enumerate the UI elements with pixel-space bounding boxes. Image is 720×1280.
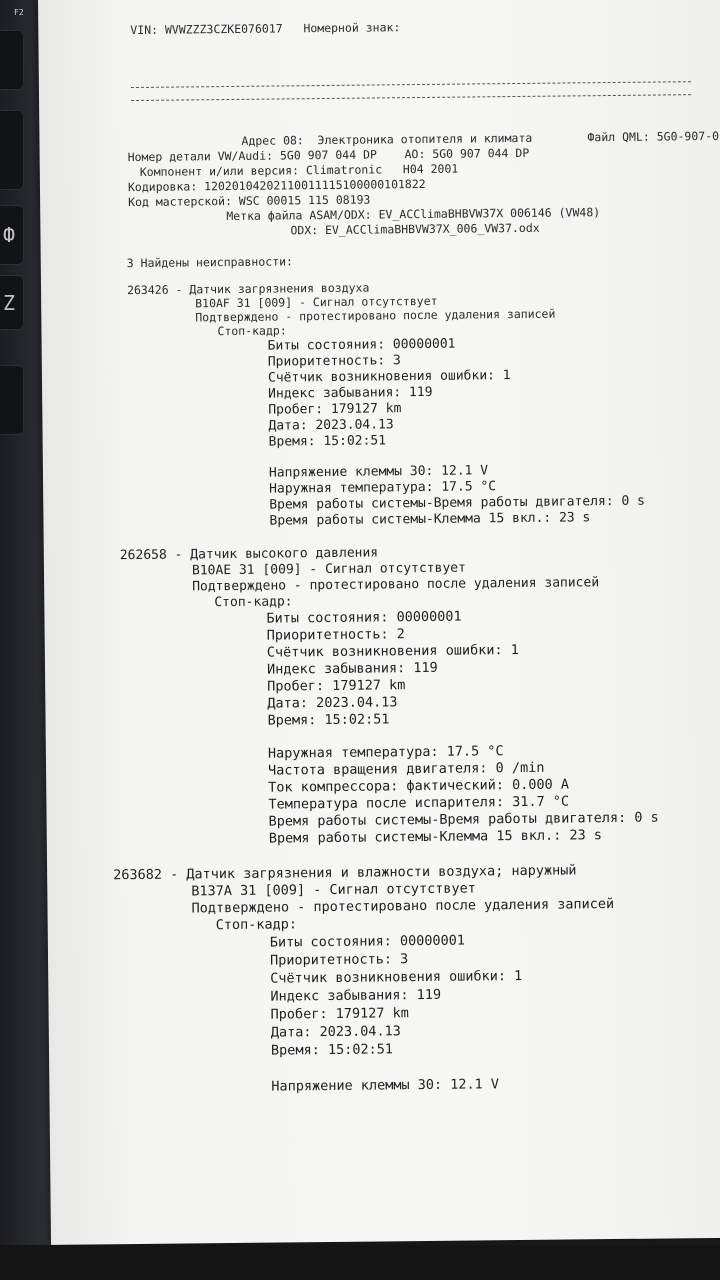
fault-detail: Дата: 2023.04.13 <box>270 1023 401 1041</box>
faults-summary: 3 Найдены неисправности: <box>126 254 293 271</box>
fault-title: 262658 - Датчик высокого давления <box>119 545 379 564</box>
asam-label-line: Метка файла ASAM/ODX: EV_ACClimaBHBVW37X 006146 (VW48) <box>226 205 601 224</box>
fault-extra: Наружная температура: 17.5 °C <box>267 743 504 762</box>
part-number-line: Номер детали VW/Audi: 5G0 907 044 DP АО: 5G0 907 044 DP <box>127 145 530 165</box>
fault-code: B10AE 31 [009] - Сигнал отсутствует <box>191 560 466 579</box>
address-line: Адрес 08: Электроника отопителя и климата <box>241 130 533 148</box>
keyboard-key <box>0 110 24 190</box>
fault-confirmed: Подтверждено - протестировано после удаления записей <box>195 306 556 325</box>
keyboard-key-z: Z <box>0 275 24 330</box>
fault-detail: Биты состояния: 00000001 <box>266 608 462 627</box>
fault-detail: Индекс забывания: 119 <box>266 659 438 678</box>
freeze-frame-label: Стоп-кадр: <box>214 594 293 611</box>
odx-line: ODX: EV_ACClimaBHBVW37X_006_VW37.odx <box>290 220 540 238</box>
fault-detail: Индекс забывания: 119 <box>268 384 433 402</box>
fault-confirmed: Подтверждено - протестировано после удаления записей <box>191 896 615 917</box>
fault-extra: Время работы системы-Время работы двигателя: 0 s <box>268 809 659 830</box>
fault-detail: Время: 15:02:51 <box>267 711 390 729</box>
coding-line: Кодировка: 1202010420211001111510000010182​2 <box>127 176 426 195</box>
fault-detail: Приоритетность: 3 <box>267 353 401 370</box>
fault-extra: Напряжение клеммы 30: 12.1 V <box>268 463 489 481</box>
fault-detail: Пробег: 179127 km <box>268 401 402 418</box>
separator-line <box>131 81 691 88</box>
fault-extra: Время работы системы-Клемма 15 вкл.: 23 s <box>268 827 603 847</box>
fault-code: B10AF 31 [009] - Сигнал отсутствует <box>195 293 438 311</box>
diagnostic-printout <box>38 0 720 1245</box>
fault-detail: Счётчик возникновения ошибки: 1 <box>267 368 511 386</box>
fault-detail: Биты состояния: 00000001 <box>269 932 466 951</box>
fault-detail: Счётчик возникновения ошибки: 1 <box>266 642 519 661</box>
fault-detail: Дата: 2023.04.13 <box>268 417 394 434</box>
fault-detail: Приоритетность: 3 <box>269 951 409 969</box>
fault-extra: Наружная температура: 17.5 °C <box>269 479 497 497</box>
qml-file-line: Файл QML: 5G0-907-0 <box>587 128 720 145</box>
keyboard-key-a: Ф <box>0 205 24 265</box>
fault-code: B137A 31 [009] - Сигнал отсутствует <box>191 880 476 900</box>
fault-detail: Время: 15:02:51 <box>268 433 387 450</box>
fault-extra: Температура после испарителя: 31.7 °C <box>268 793 570 813</box>
fault-detail: Индекс забывания: 119 <box>270 986 442 1005</box>
fault-title: 263682 - Датчик загрязнения и влажности воздуха; наружный <box>113 862 577 884</box>
fault-detail: Дата: 2023.04.13 <box>267 694 398 712</box>
fault-detail: Приоритетность: 2 <box>266 626 405 644</box>
keyboard-key <box>0 365 24 435</box>
fault-extra: Напряжение клеммы 30: 12.1 V <box>271 1076 500 1095</box>
fault-detail: Время: 15:02:51 <box>270 1041 394 1059</box>
separator-line <box>131 94 691 101</box>
fault-extra: Время работы системы-Клемма 15 вкл.: 23 s <box>269 510 591 529</box>
workshop-code-line: Код мастерской: WSC 00015 115 08193 <box>128 192 371 210</box>
keyboard-key <box>0 30 24 90</box>
fault-extra: Ток компрессора: фактический: 0.000 A <box>268 776 570 796</box>
fault-title: 263426 - Датчик загрязнения воздуха <box>126 280 370 298</box>
f2-key-label: F2 <box>14 8 24 17</box>
component-line: Компонент и/или версия: Climatronic H04 2001 <box>139 161 459 179</box>
fault-detail: Счётчик возникновения ошибки: 1 <box>270 967 523 987</box>
freeze-frame-label: Стоп-кадр: <box>215 916 298 934</box>
vin-line: VIN: WVWZZZ3CZKE076017 Номерной знак: <box>130 20 401 38</box>
fault-extra: Частота вращения двигателя: 0 /min <box>267 759 545 779</box>
fault-confirmed: Подтверждено - протестировано после удаления записей <box>192 575 600 595</box>
freeze-frame-label: Стоп-кадр: <box>217 323 287 339</box>
fault-detail: Пробег: 179127 km <box>270 1005 409 1023</box>
fault-extra: Время работы системы-Время работы двигателя: 0 s <box>269 493 646 513</box>
fault-detail: Пробег: 179127 km <box>267 677 406 695</box>
desk-surface <box>0 1245 720 1280</box>
fault-detail: Биты состояния: 00000001 <box>267 336 456 354</box>
